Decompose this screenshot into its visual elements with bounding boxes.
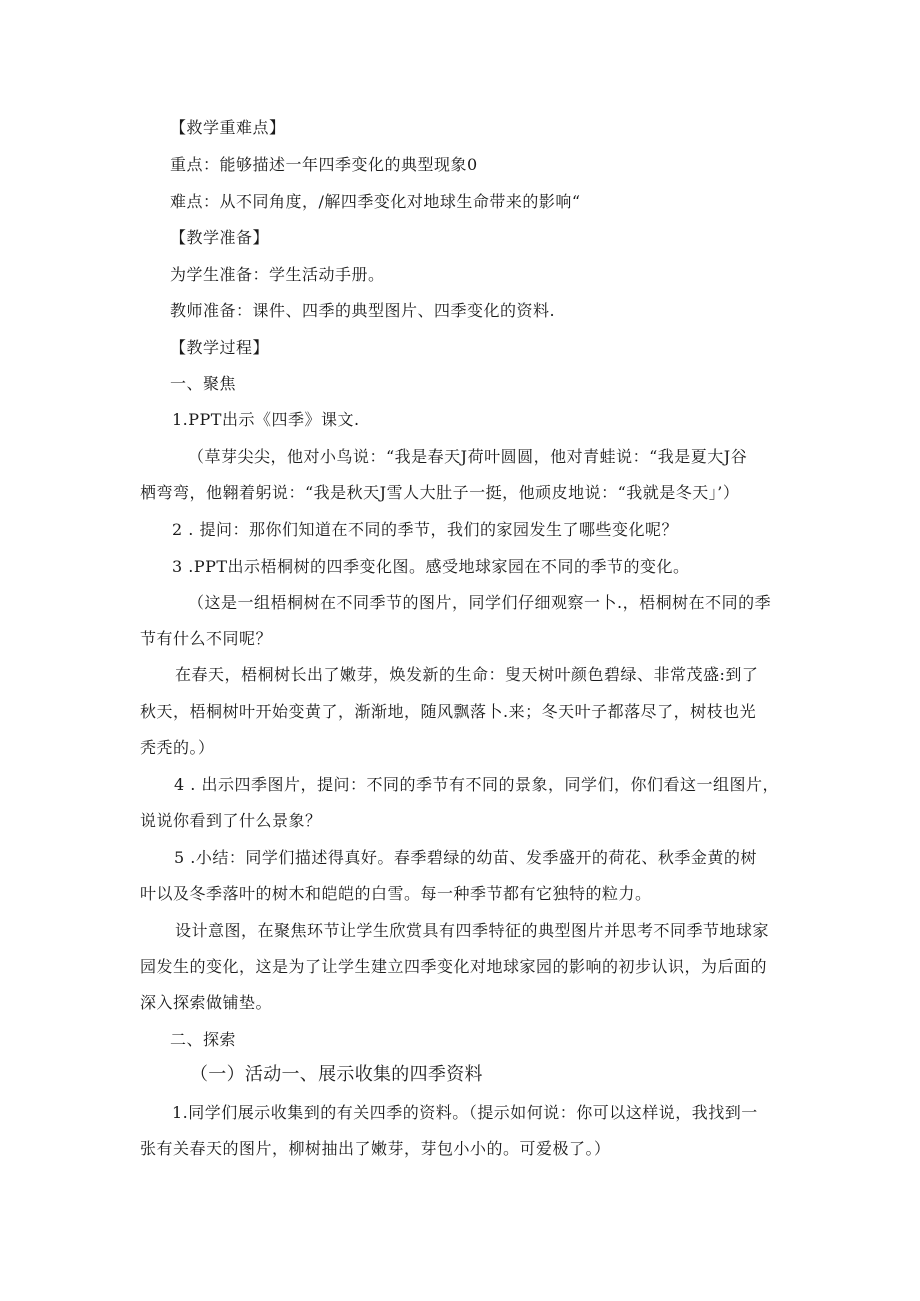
process-heading: 【教学过程】 bbox=[170, 338, 270, 357]
step-3-paragraph-2-line-1: 在春天，梧桐树长出了嫩芽，焕发新的生命：叟天树叶颜色碧绿、非常茂盛:到了 bbox=[175, 665, 759, 684]
activity-one-step-1-line-1: 1.同学们展示收集到的有关四季的资料。（提示如何说：你可以这样说，我找到一 bbox=[172, 1103, 758, 1122]
teacher-preparation: 教师准备：课件、四季的典型图片、四季变化的资料. bbox=[170, 301, 556, 320]
step-3-paragraph-1-line-2: 节有什么不同呢？ bbox=[140, 629, 273, 648]
focus-point: 重点：能够描述一年四季变化的典型现象0 bbox=[170, 155, 478, 174]
step-4-line-1: 4 . 出示四季图片，提问：不同的季节有不同的景象，同学们，你们看这一组图片， bbox=[174, 775, 779, 794]
key-points-heading: 【救学重难点】 bbox=[170, 118, 286, 137]
preparation-heading: 【教学准备】 bbox=[170, 228, 270, 247]
step-5-line-1: 5 .小结：同学们描述得真好。春季碧绿的幼苗、发季盛开的荷花、秋季金黄的树 bbox=[174, 848, 757, 867]
activity-one-heading: （一）活动一、展示收集的四季资料 bbox=[190, 1064, 483, 1085]
part-two-title: 二、探索 bbox=[170, 1030, 237, 1049]
step-3: 3 .PPT出示梧桐树的四季变化图。感受地球家园在不同的季节的变化。 bbox=[172, 557, 690, 576]
step-1: 1.PPT出示《四季》课文. bbox=[172, 410, 360, 429]
design-intent-line-1: 设计意图，在聚焦环节让学生欣赏具有四季特征的典型图片并思考不同季节地球家 bbox=[175, 921, 770, 940]
step-1-quote-line-1: （草芽尖尖，他对小鸟说：“我是春天J荷叶圆圆，他对青蛙说：“我是夏大J谷 bbox=[188, 447, 748, 466]
student-preparation: 为学生准备：学生活动手册。 bbox=[170, 265, 385, 284]
activity-one-step-1-line-2: 张有关春天的图片，柳树抽出了嫩芽，芽包小小的。可爱极了。） bbox=[140, 1139, 611, 1158]
difficulty-point: 难点：从不同角度，/解四季变化对地球生命带来的影响“ bbox=[170, 192, 581, 211]
step-3-paragraph-2-line-3: 秃秃的。） bbox=[140, 738, 215, 757]
design-intent-line-3: 深入探索做铺垫。 bbox=[140, 993, 273, 1012]
step-1-quote-line-2: 栖弯弯，他翱着躬说：“我是秋天J雪人大肚子一挺，他顽皮地说：“我就是冬天」’） bbox=[140, 483, 740, 502]
step-5-line-2: 叶以及冬季落叶的树木和皑皑的白雪。每一种季节都有它独特的粒力。 bbox=[140, 884, 652, 903]
step-4-line-2: 说说你看到了什么景象？ bbox=[140, 811, 322, 830]
step-3-paragraph-2-line-2: 秋天，梧桐树叶开始变黄了，渐渐地，随风飘落卜.来；冬天叶子都落尽了，树枝也光 bbox=[140, 702, 757, 721]
step-3-paragraph-1-line-1: （这是一组梧桐树在不同季节的图片，同学们仔细观察一卜.，梧桐树在不同的季 bbox=[188, 593, 772, 612]
step-2: 2 . 提问：那你们知道在不同的季节，我们的家园发生了哪些变化呢？ bbox=[172, 520, 678, 539]
design-intent-line-2: 园发生的变化，这是为了让学生建立四季变化对地球家园的影响的初步认识，为后面的 bbox=[140, 957, 768, 976]
part-one-title: 一、聚焦 bbox=[170, 374, 237, 393]
